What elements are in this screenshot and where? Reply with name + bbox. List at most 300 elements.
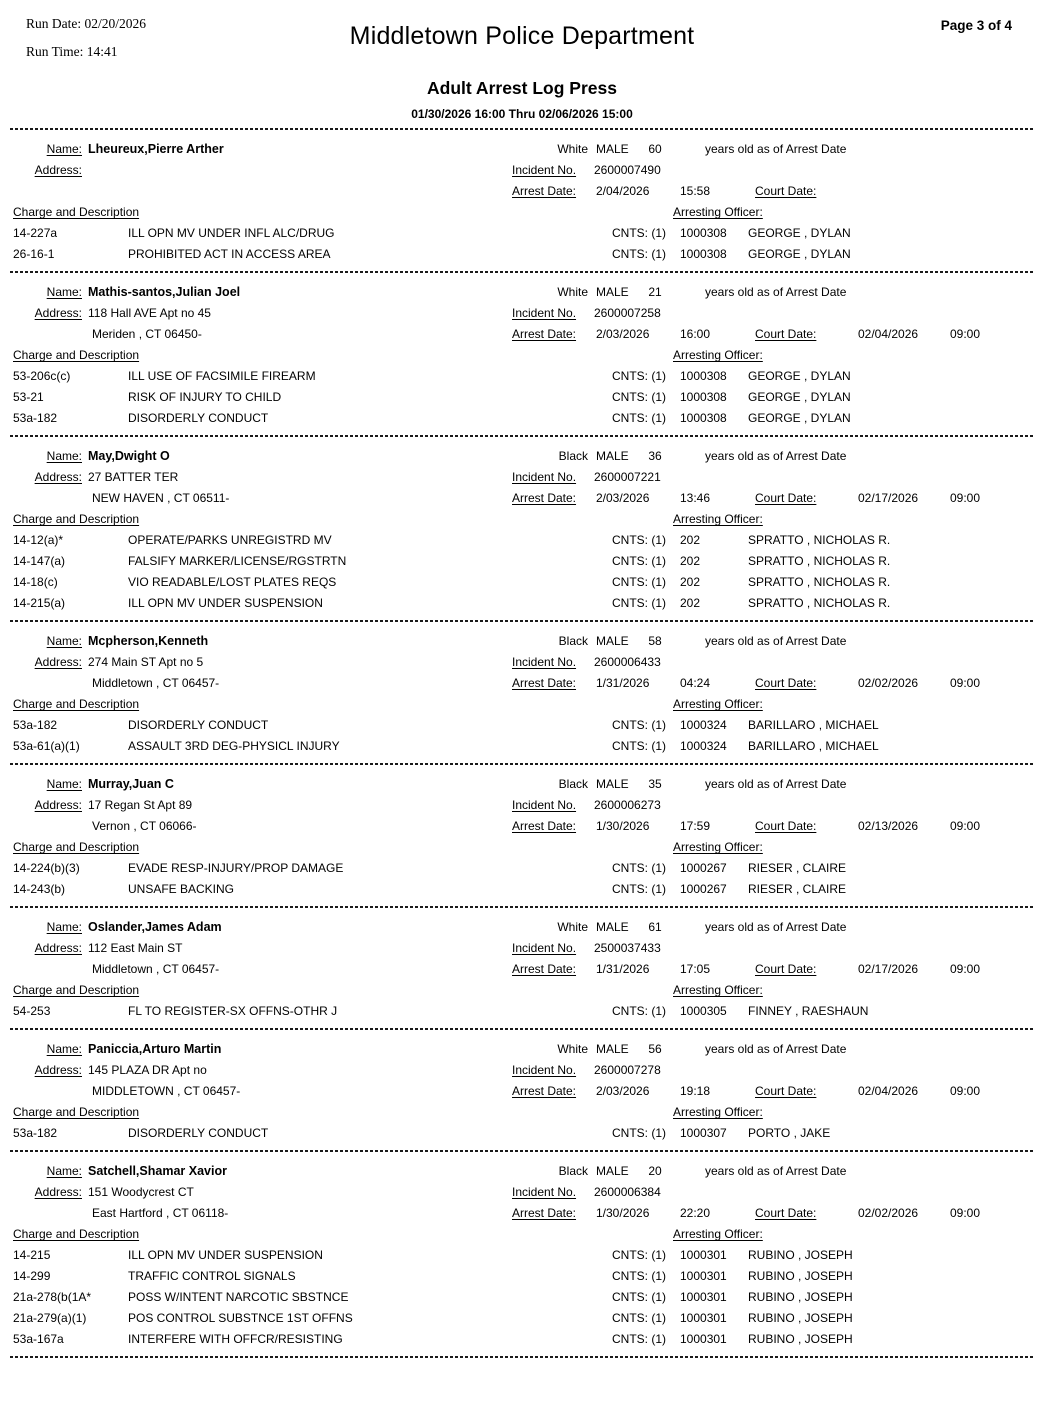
city-arrest-row <box>0 1203 1044 1224</box>
arrest-date-value: 2/03/2026 <box>596 491 650 505</box>
incident-no-label: Incident No. <box>512 163 577 177</box>
report-date-range: 01/30/2026 16:00 Thru 02/06/2026 15:00 <box>411 107 633 121</box>
address-row <box>0 795 1044 816</box>
court-date-label: Court Date: <box>755 491 817 505</box>
arrest-record <box>0 273 1044 437</box>
arrest-date-label: Arrest Date: <box>512 962 577 976</box>
arrest-time-value: 22:20 <box>680 1206 711 1220</box>
arrestee-name: Mcpherson,Kenneth <box>88 634 209 648</box>
name-row <box>0 1161 1044 1182</box>
address-row <box>0 652 1044 673</box>
charge-description: UNSAFE BACKING <box>128 882 235 896</box>
incident-no-label: Incident No. <box>512 470 577 484</box>
name-label: Name: <box>46 1042 82 1056</box>
arrestee-name: May,Dwight O <box>88 449 170 463</box>
report-title: Adult Arrest Log Press <box>427 78 617 98</box>
court-date-label: Court Date: <box>755 184 817 198</box>
charge-description: POSS W/INTENT NARCOTIC SBSTNCE <box>128 1290 349 1304</box>
court-date-value: 02/02/2026 <box>858 676 919 690</box>
charge-description-header: Charge and Description <box>13 512 140 526</box>
court-date-value: 02/02/2026 <box>858 1206 919 1220</box>
arrest-date-value: 2/04/2026 <box>596 184 650 198</box>
charges-list <box>0 1123 1044 1144</box>
counts-value: CNTS: (1) <box>612 739 666 753</box>
arrest-date-value: 2/03/2026 <box>596 1084 650 1098</box>
charge-row <box>0 1245 1044 1266</box>
incident-no-value: 2600006433 <box>594 655 661 669</box>
name-row <box>0 774 1044 795</box>
address-row <box>0 303 1044 324</box>
years-old-text: years old as of Arrest Date <box>705 1164 847 1178</box>
statute-code: 26-16-1 <box>13 247 55 261</box>
statute-code: 14-243(b) <box>13 882 66 896</box>
officer-name: GEORGE , DYLAN <box>748 226 851 240</box>
section-headers-row <box>0 980 1044 1001</box>
arresting-officer-header: Arresting Officer: <box>673 983 763 997</box>
charge-row <box>0 736 1044 757</box>
officer-id: 1000307 <box>680 1126 727 1140</box>
arrest-date-value: 1/30/2026 <box>596 1206 650 1220</box>
officer-id: 1000308 <box>680 390 727 404</box>
incident-no-value: 2600007258 <box>594 306 661 320</box>
address-line1: 27 BATTER TER <box>88 470 179 484</box>
statute-code: 14-224(b)(3) <box>13 861 80 875</box>
charge-description: OPERATE/PARKS UNREGISTRD MV <box>128 533 332 547</box>
race-value: Black <box>558 634 588 648</box>
years-old-text: years old as of Arrest Date <box>705 920 847 934</box>
court-date-value: 02/17/2026 <box>858 962 919 976</box>
charges-list <box>0 223 1044 265</box>
years-old-text: years old as of Arrest Date <box>705 285 847 299</box>
officer-id: 1000301 <box>680 1290 727 1304</box>
court-date-value: 02/04/2026 <box>858 327 919 341</box>
run-time-label: Run Time: <box>26 44 84 59</box>
officer-name: SPRATTO , NICHOLAS R. <box>748 554 891 568</box>
incident-no-label: Incident No. <box>512 306 577 320</box>
incident-no-value: 2500037433 <box>594 941 661 955</box>
charge-description: ILL USE OF FACSIMILE FIREARM <box>128 369 316 383</box>
city-arrest-row <box>0 959 1044 980</box>
statute-code: 21a-278(b(1A* <box>13 1290 92 1304</box>
department-title: Middletown Police Department <box>349 22 695 50</box>
officer-name: GEORGE , DYLAN <box>748 247 851 261</box>
officer-name: RUBINO , JOSEPH <box>748 1248 853 1262</box>
city-arrest-row <box>0 181 1044 202</box>
court-date-label: Court Date: <box>755 1206 817 1220</box>
age-value: 20 <box>648 1164 662 1178</box>
charge-row <box>0 244 1044 265</box>
section-headers-row <box>0 837 1044 858</box>
years-old-text: years old as of Arrest Date <box>705 777 847 791</box>
arrest-time-value: 17:59 <box>680 819 711 833</box>
charge-row <box>0 879 1044 900</box>
address-line2: Middletown , CT 06457- <box>92 676 220 690</box>
arresting-officer-header: Arresting Officer: <box>673 697 763 711</box>
incident-no-value: 2600007278 <box>594 1063 661 1077</box>
arrest-time-value: 17:05 <box>680 962 711 976</box>
arresting-officer-header: Arresting Officer: <box>673 205 763 219</box>
name-label: Name: <box>46 1164 82 1178</box>
counts-value: CNTS: (1) <box>612 1290 666 1304</box>
section-headers-row <box>0 202 1044 223</box>
address-line1: 118 Hall AVE Apt no 45 <box>88 306 211 320</box>
name-label: Name: <box>46 920 82 934</box>
statute-code: 14-215 <box>13 1248 51 1262</box>
page-indicator: Page 3 of 4 <box>940 18 1012 33</box>
charge-row <box>0 408 1044 429</box>
charges-list <box>0 366 1044 429</box>
address-line2: East Hartford , CT 06118- <box>92 1206 229 1220</box>
court-time-value: 09:00 <box>950 491 981 505</box>
address-label: Address: <box>34 941 82 955</box>
arresting-officer-header: Arresting Officer: <box>673 1227 763 1241</box>
name-row <box>0 446 1044 467</box>
age-value: 61 <box>648 920 662 934</box>
race-value: White <box>557 920 588 934</box>
section-headers-row <box>0 345 1044 366</box>
sex-value: MALE <box>596 285 629 299</box>
address-label: Address: <box>34 1185 82 1199</box>
arrest-date-value: 1/31/2026 <box>596 962 650 976</box>
officer-name: GEORGE , DYLAN <box>748 369 851 383</box>
arrest-record <box>0 130 1044 273</box>
incident-no-value: 2600007490 <box>594 163 661 177</box>
age-value: 60 <box>648 142 662 156</box>
name-label: Name: <box>46 142 82 156</box>
court-date-value: 02/04/2026 <box>858 1084 919 1098</box>
arrestee-name: Oslander,James Adam <box>88 920 222 934</box>
name-label: Name: <box>46 634 82 648</box>
charge-description: FL TO REGISTER-SX OFFNS-OTHR J <box>128 1004 338 1018</box>
officer-id: 202 <box>680 554 701 568</box>
arrest-date-label: Arrest Date: <box>512 491 577 505</box>
arrest-date-value: 1/30/2026 <box>596 819 650 833</box>
charge-description: DISORDERLY CONDUCT <box>128 1126 269 1140</box>
court-time-value: 09:00 <box>950 1084 981 1098</box>
officer-id: 1000308 <box>680 411 727 425</box>
counts-value: CNTS: (1) <box>612 411 666 425</box>
arrest-date-label: Arrest Date: <box>512 184 577 198</box>
age-value: 36 <box>648 449 662 463</box>
records-list <box>0 130 1044 1358</box>
arrestee-name: Mathis-santos,Julian Joel <box>88 285 241 299</box>
arrest-record <box>0 437 1044 622</box>
record-separator <box>10 1356 1034 1358</box>
address-row <box>0 467 1044 488</box>
section-headers-row <box>0 1102 1044 1123</box>
statute-code: 14-227a <box>13 226 58 240</box>
name-label: Name: <box>46 777 82 791</box>
officer-name: SPRATTO , NICHOLAS R. <box>748 533 891 547</box>
city-arrest-row <box>0 324 1044 345</box>
sex-value: MALE <box>596 449 629 463</box>
charge-description: ILL OPN MV UNDER INFL ALC/DRUG <box>128 226 335 240</box>
address-line2: NEW HAVEN , CT 06511- <box>92 491 230 505</box>
age-value: 35 <box>648 777 662 791</box>
name-label: Name: <box>46 449 82 463</box>
court-date-value: 02/13/2026 <box>858 819 919 833</box>
address-label: Address: <box>34 1063 82 1077</box>
charge-description: FALSIFY MARKER/LICENSE/RGSTRTN <box>128 554 347 568</box>
arresting-officer-header: Arresting Officer: <box>673 1105 763 1119</box>
officer-id: 1000308 <box>680 226 727 240</box>
address-line1: 112 East Main ST <box>88 941 183 955</box>
charge-row <box>0 551 1044 572</box>
charges-list <box>0 1001 1044 1022</box>
officer-name: RUBINO , JOSEPH <box>748 1332 853 1346</box>
charges-list <box>0 530 1044 614</box>
charge-row <box>0 1287 1044 1308</box>
city-arrest-row <box>0 1081 1044 1102</box>
arrest-record <box>0 1152 1044 1358</box>
counts-value: CNTS: (1) <box>612 554 666 568</box>
arresting-officer-header: Arresting Officer: <box>673 840 763 854</box>
charge-description-header: Charge and Description <box>13 697 140 711</box>
sex-value: MALE <box>596 142 629 156</box>
years-old-text: years old as of Arrest Date <box>705 449 847 463</box>
incident-no-label: Incident No. <box>512 941 577 955</box>
incident-no-label: Incident No. <box>512 655 577 669</box>
section-headers-row <box>0 509 1044 530</box>
counts-value: CNTS: (1) <box>612 861 666 875</box>
charges-list <box>0 715 1044 757</box>
address-label: Address: <box>34 798 82 812</box>
city-arrest-row <box>0 816 1044 837</box>
officer-name: PORTO , JAKE <box>748 1126 831 1140</box>
address-line1: 274 Main ST Apt no 5 <box>88 655 204 669</box>
officer-name: RIESER , CLAIRE <box>748 861 847 875</box>
years-old-text: years old as of Arrest Date <box>705 634 847 648</box>
officer-name: GEORGE , DYLAN <box>748 390 851 404</box>
sex-value: MALE <box>596 1042 629 1056</box>
statute-code: 53a-167a <box>13 1332 64 1346</box>
counts-value: CNTS: (1) <box>612 369 666 383</box>
section-headers-row <box>0 694 1044 715</box>
counts-value: CNTS: (1) <box>612 247 666 261</box>
counts-value: CNTS: (1) <box>612 718 666 732</box>
court-date-label: Court Date: <box>755 676 817 690</box>
statute-code: 14-147(a) <box>13 554 66 568</box>
counts-value: CNTS: (1) <box>612 390 666 404</box>
arresting-officer-header: Arresting Officer: <box>673 348 763 362</box>
charge-description-header: Charge and Description <box>13 983 140 997</box>
arrest-date-label: Arrest Date: <box>512 327 577 341</box>
charge-description: RISK OF INJURY TO CHILD <box>128 390 282 404</box>
arrest-date-value: 1/31/2026 <box>596 676 650 690</box>
charge-description-header: Charge and Description <box>13 348 140 362</box>
race-value: Black <box>558 1164 588 1178</box>
court-time-value: 09:00 <box>950 676 981 690</box>
charge-row <box>0 223 1044 244</box>
arrest-record <box>0 622 1044 765</box>
age-value: 58 <box>648 634 662 648</box>
charge-row <box>0 1266 1044 1287</box>
officer-name: FINNEY , RAESHAUN <box>748 1004 869 1018</box>
charge-row <box>0 1001 1044 1022</box>
counts-value: CNTS: (1) <box>612 1332 666 1346</box>
sex-value: MALE <box>596 777 629 791</box>
arrest-date-label: Arrest Date: <box>512 819 577 833</box>
run-time-value: 14:41 <box>86 44 118 59</box>
court-time-value: 09:00 <box>950 327 981 341</box>
statute-code: 14-299 <box>13 1269 51 1283</box>
arresting-officer-header: Arresting Officer: <box>673 512 763 526</box>
charge-row <box>0 1329 1044 1350</box>
charge-description: DISORDERLY CONDUCT <box>128 411 269 425</box>
counts-value: CNTS: (1) <box>612 1248 666 1262</box>
race-value: White <box>557 142 588 156</box>
counts-value: CNTS: (1) <box>612 596 666 610</box>
charges-list <box>0 1245 1044 1350</box>
counts-value: CNTS: (1) <box>612 575 666 589</box>
charge-description: ILL OPN MV UNDER SUSPENSION <box>128 1248 323 1262</box>
race-value: Black <box>558 449 588 463</box>
charge-description-header: Charge and Description <box>13 1105 140 1119</box>
run-date-value: 02/20/2026 <box>84 16 147 31</box>
incident-no-label: Incident No. <box>512 1185 577 1199</box>
incident-no-label: Incident No. <box>512 1063 577 1077</box>
charge-description: PROHIBITED ACT IN ACCESS AREA <box>128 247 331 261</box>
statute-code: 14-18(c) <box>13 575 58 589</box>
counts-value: CNTS: (1) <box>612 1004 666 1018</box>
court-date-value: 02/17/2026 <box>858 491 919 505</box>
statute-code: 21a-279(a)(1) <box>13 1311 87 1325</box>
charge-description: EVADE RESP-INJURY/PROP DAMAGE <box>128 861 344 875</box>
statute-code: 53a-182 <box>13 1126 58 1140</box>
incident-no-value: 2600007221 <box>594 470 661 484</box>
city-arrest-row <box>0 488 1044 509</box>
name-row <box>0 631 1044 652</box>
counts-value: CNTS: (1) <box>612 882 666 896</box>
years-old-text: years old as of Arrest Date <box>705 1042 847 1056</box>
report-header <box>0 0 1044 130</box>
court-date-label: Court Date: <box>755 327 817 341</box>
address-label: Address: <box>34 655 82 669</box>
court-date-label: Court Date: <box>755 1084 817 1098</box>
address-line2: MIDDLETOWN , CT 06457- <box>92 1084 241 1098</box>
officer-id: 1000301 <box>680 1311 727 1325</box>
arrestee-name: Paniccia,Arturo Martin <box>88 1042 222 1056</box>
address-line2: Vernon , CT 06066- <box>92 819 197 833</box>
name-row <box>0 139 1044 160</box>
officer-name: RUBINO , JOSEPH <box>748 1290 853 1304</box>
charge-description: TRAFFIC CONTROL SIGNALS <box>128 1269 296 1283</box>
arrestee-name: Murray,Juan C <box>88 777 174 791</box>
officer-id: 1000308 <box>680 247 727 261</box>
court-time-value: 09:00 <box>950 819 981 833</box>
arrest-time-value: 16:00 <box>680 327 711 341</box>
statute-code: 53-206c(c) <box>13 369 71 383</box>
officer-id: 1000301 <box>680 1269 727 1283</box>
officer-id: 1000324 <box>680 718 727 732</box>
officer-id: 1000301 <box>680 1248 727 1262</box>
charge-description: VIO READABLE/LOST PLATES REQS <box>128 575 337 589</box>
charge-description-header: Charge and Description <box>13 1227 140 1241</box>
charge-row <box>0 530 1044 551</box>
charge-row <box>0 715 1044 736</box>
arrest-time-value: 04:24 <box>680 676 711 690</box>
officer-name: BARILLARO , MICHAEL <box>748 739 879 753</box>
officer-name: GEORGE , DYLAN <box>748 411 851 425</box>
statute-code: 14-215(a) <box>13 596 66 610</box>
charge-description-header: Charge and Description <box>13 205 140 219</box>
race-value: Black <box>558 777 588 791</box>
officer-id: 1000308 <box>680 369 727 383</box>
officer-name: RUBINO , JOSEPH <box>748 1311 853 1325</box>
arrest-time-value: 19:18 <box>680 1084 711 1098</box>
officer-id: 1000267 <box>680 882 727 896</box>
race-value: White <box>557 285 588 299</box>
address-label: Address: <box>34 306 82 320</box>
charge-row <box>0 366 1044 387</box>
counts-value: CNTS: (1) <box>612 1126 666 1140</box>
arrest-record <box>0 908 1044 1030</box>
sex-value: MALE <box>596 1164 629 1178</box>
incident-no-value: 2600006273 <box>594 798 661 812</box>
arrest-record <box>0 1030 1044 1152</box>
court-date-label: Court Date: <box>755 962 817 976</box>
name-row <box>0 1039 1044 1060</box>
court-time-value: 09:00 <box>950 1206 981 1220</box>
sex-value: MALE <box>596 634 629 648</box>
charge-description: INTERFERE WITH OFFCR/RESISTING <box>128 1332 343 1346</box>
arrest-date-label: Arrest Date: <box>512 1206 577 1220</box>
officer-id: 202 <box>680 575 701 589</box>
officer-id: 1000301 <box>680 1332 727 1346</box>
arrest-record <box>0 765 1044 908</box>
court-time-value: 09:00 <box>950 962 981 976</box>
statute-code: 14-12(a)* <box>13 533 64 547</box>
address-row <box>0 1182 1044 1203</box>
charge-description-header: Charge and Description <box>13 840 140 854</box>
charge-row <box>0 858 1044 879</box>
charges-list <box>0 858 1044 900</box>
incident-no-value: 2600006384 <box>594 1185 661 1199</box>
age-value: 56 <box>648 1042 662 1056</box>
name-row <box>0 917 1044 938</box>
officer-name: SPRATTO , NICHOLAS R. <box>748 575 891 589</box>
arrest-date-label: Arrest Date: <box>512 676 577 690</box>
race-value: White <box>557 1042 588 1056</box>
years-old-text: years old as of Arrest Date <box>705 142 847 156</box>
officer-name: BARILLARO , MICHAEL <box>748 718 879 732</box>
officer-id: 202 <box>680 533 701 547</box>
address-label: Address: <box>34 163 82 177</box>
arrestee-name: Satchell,Shamar Xavior <box>88 1164 227 1178</box>
arrest-time-value: 15:58 <box>680 184 711 198</box>
charge-description: ILL OPN MV UNDER SUSPENSION <box>128 596 323 610</box>
sex-value: MALE <box>596 920 629 934</box>
officer-id: 1000305 <box>680 1004 727 1018</box>
arrest-date-label: Arrest Date: <box>512 1084 577 1098</box>
age-value: 21 <box>648 285 662 299</box>
charge-row <box>0 1123 1044 1144</box>
court-date-label: Court Date: <box>755 819 817 833</box>
statute-code: 53-21 <box>13 390 44 404</box>
address-line2: Middletown , CT 06457- <box>92 962 220 976</box>
counts-value: CNTS: (1) <box>612 226 666 240</box>
officer-id: 1000267 <box>680 861 727 875</box>
charge-row <box>0 572 1044 593</box>
city-arrest-row <box>0 673 1044 694</box>
officer-name: SPRATTO , NICHOLAS R. <box>748 596 891 610</box>
officer-id: 1000324 <box>680 739 727 753</box>
counts-value: CNTS: (1) <box>612 1269 666 1283</box>
arrest-date-value: 2/03/2026 <box>596 327 650 341</box>
incident-no-label: Incident No. <box>512 798 577 812</box>
charge-row <box>0 387 1044 408</box>
statute-code: 53a-182 <box>13 411 58 425</box>
